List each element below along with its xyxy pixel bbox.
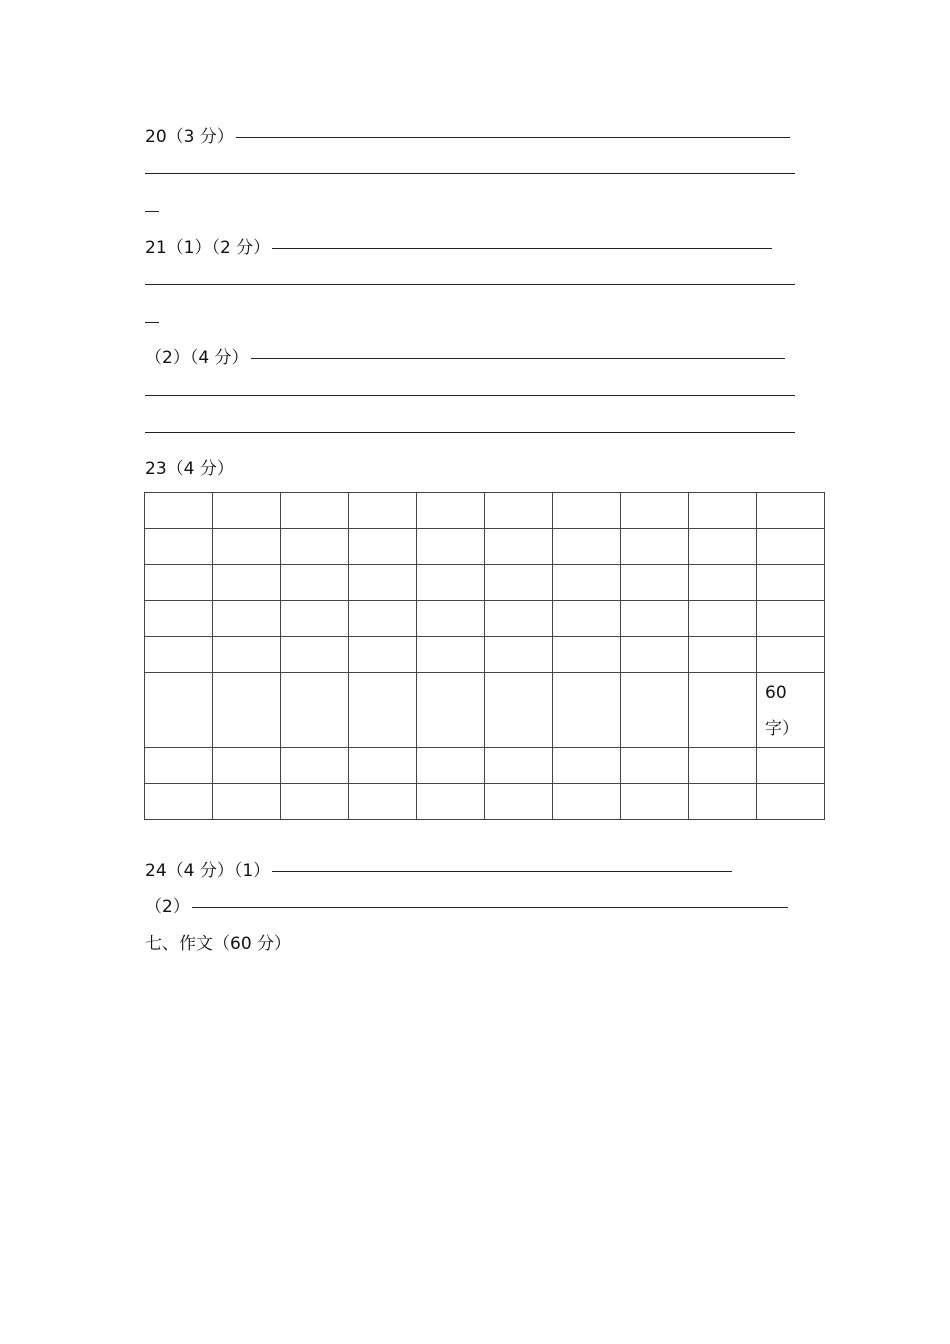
word-count-unit: 字） — [765, 719, 799, 739]
grid-cell — [621, 784, 689, 820]
q21-line — [145, 237, 772, 259]
grid-cell — [213, 565, 281, 601]
q24-sub2-line — [145, 896, 788, 918]
grid-cell — [689, 565, 757, 601]
grid-cell — [757, 748, 825, 784]
grid-cell — [553, 565, 621, 601]
grid-cell — [621, 748, 689, 784]
grid-cell — [757, 637, 825, 673]
grid-cell — [281, 565, 349, 601]
grid-row — [145, 493, 825, 529]
grid-cell — [281, 748, 349, 784]
grid-cell — [349, 637, 417, 673]
grid-cell — [621, 673, 689, 748]
grid-cell — [553, 529, 621, 565]
answer-underline — [236, 137, 790, 138]
grid-cell — [349, 493, 417, 529]
grid-cell — [485, 784, 553, 820]
grid-row — [145, 673, 825, 748]
grid-cell — [145, 748, 213, 784]
grid-row — [145, 784, 825, 820]
grid-cell — [485, 637, 553, 673]
answer-underline — [192, 907, 788, 908]
grid-cell — [553, 601, 621, 637]
grid-cell — [757, 565, 825, 601]
grid-cell — [417, 748, 485, 784]
grid-cell — [145, 601, 213, 637]
grid-cell — [213, 748, 281, 784]
answer-underline — [272, 871, 732, 872]
grid-cell — [417, 529, 485, 565]
answer-underline — [145, 432, 795, 433]
grid-cell — [145, 529, 213, 565]
grid-cell — [213, 529, 281, 565]
grid-cell — [349, 784, 417, 820]
grid-cell — [689, 601, 757, 637]
grid-cell — [349, 748, 417, 784]
q21-sub2-line — [145, 347, 785, 369]
grid-cell — [281, 673, 349, 748]
grid-cell — [417, 601, 485, 637]
grid-cell — [349, 601, 417, 637]
grid-row — [145, 637, 825, 673]
grid-cell — [621, 601, 689, 637]
grid-cell — [621, 637, 689, 673]
grid-cell — [417, 493, 485, 529]
grid-cell — [485, 601, 553, 637]
grid-cell — [349, 565, 417, 601]
writing-grid — [144, 492, 825, 820]
grid-cell — [553, 493, 621, 529]
grid-cell — [757, 784, 825, 820]
q24-label: 24（4 分）（1） — [145, 861, 271, 881]
grid-row — [145, 565, 825, 601]
q20-line — [145, 126, 790, 148]
grid-cell — [213, 673, 281, 748]
section-7-heading: 七、作文（60 分） — [145, 934, 292, 954]
grid-cell — [689, 784, 757, 820]
answer-underline — [251, 358, 785, 359]
q21-label: 21（1）（2 分） — [145, 238, 271, 258]
grid-cell — [145, 784, 213, 820]
grid-cell — [689, 748, 757, 784]
grid-cell — [281, 637, 349, 673]
grid-cell — [417, 637, 485, 673]
grid-cell — [417, 565, 485, 601]
answer-underline — [145, 284, 795, 285]
grid-cell — [417, 784, 485, 820]
grid-row — [145, 529, 825, 565]
q20-label: 20（3 分） — [145, 127, 234, 147]
grid-cell — [689, 637, 757, 673]
grid-cell — [213, 637, 281, 673]
grid-cell — [145, 493, 213, 529]
grid-cell-word-count — [757, 673, 825, 748]
grid-cell — [553, 673, 621, 748]
grid-row — [145, 748, 825, 784]
grid-cell — [145, 565, 213, 601]
q24-line — [145, 860, 732, 882]
grid-cell — [485, 748, 553, 784]
grid-cell — [757, 529, 825, 565]
grid-cell — [621, 565, 689, 601]
grid-cell — [621, 529, 689, 565]
grid-cell — [145, 637, 213, 673]
grid-cell — [213, 493, 281, 529]
grid-cell — [485, 673, 553, 748]
grid-cell — [281, 493, 349, 529]
q24-sub2-label: （2） — [145, 897, 190, 917]
grid-cell — [689, 529, 757, 565]
answer-underline — [272, 248, 772, 249]
grid-cell — [757, 493, 825, 529]
grid-row — [145, 601, 825, 637]
grid-cell — [213, 601, 281, 637]
grid-cell — [553, 748, 621, 784]
grid-cell — [485, 493, 553, 529]
grid-cell — [689, 673, 757, 748]
answer-underline — [145, 173, 795, 174]
grid-cell — [553, 784, 621, 820]
grid-cell — [213, 784, 281, 820]
grid-cell — [349, 529, 417, 565]
grid-cell — [281, 601, 349, 637]
grid-cell — [281, 784, 349, 820]
grid-cell — [485, 565, 553, 601]
word-count-number: 60 — [765, 683, 787, 703]
grid-cell — [621, 493, 689, 529]
q21-sub2-label: （2）（4 分） — [145, 348, 249, 368]
grid-cell — [689, 493, 757, 529]
answer-underline — [145, 211, 159, 212]
answer-underline — [145, 395, 795, 396]
grid-cell — [757, 601, 825, 637]
grid-cell — [553, 637, 621, 673]
grid-cell — [349, 673, 417, 748]
grid-cell — [417, 673, 485, 748]
grid-cell — [485, 529, 553, 565]
grid-cell — [281, 529, 349, 565]
q23-label: 23（4 分） — [145, 459, 234, 479]
grid-cell — [145, 673, 213, 748]
answer-underline — [145, 322, 159, 323]
